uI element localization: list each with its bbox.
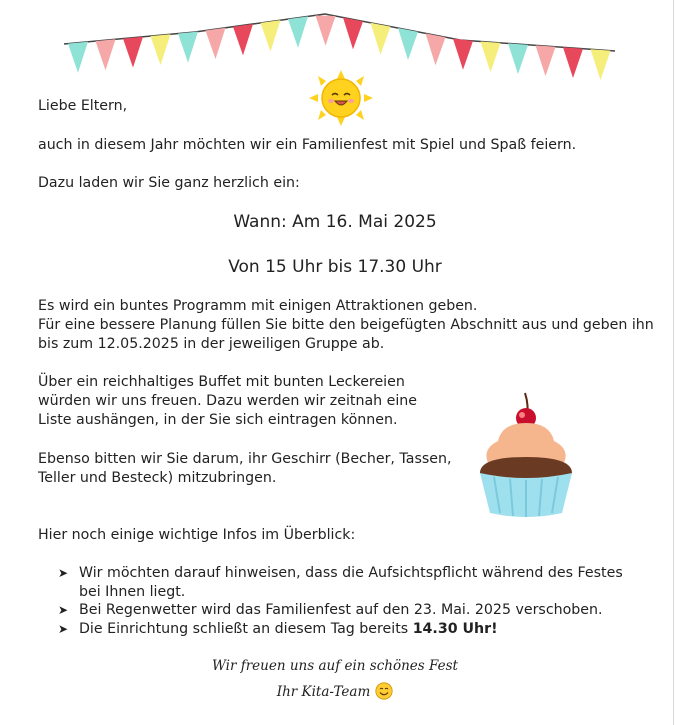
buffet-line-1: Über ein reichhaltiges Buffet mit bunten Leckereien	[38, 374, 405, 390]
bunting-flag	[68, 42, 88, 73]
program-line-2: Für eine bessere Planung füllen Sie bitte den beigefügten Abschnitt aus und geben ihn	[38, 317, 654, 333]
list-item	[58, 601, 638, 620]
bunting-flag	[536, 45, 556, 76]
bunting-flag	[288, 16, 308, 47]
list-item	[58, 620, 638, 639]
intro-text: auch in diesem Jahr möchten wir ein Familienfest mit Spiel und Spaß feiern.	[38, 137, 577, 153]
sun-illustration	[309, 70, 373, 126]
bunting-flag	[206, 28, 226, 59]
page-edge	[673, 0, 674, 725]
bunting-flag	[591, 49, 611, 80]
closing-line-2: Ihr Kita-Team	[276, 684, 371, 700]
bunting-string	[64, 14, 615, 51]
bunting-flag	[151, 34, 171, 65]
buffet-line-3: Liste aushängen, in der Sie sich eintragen können.	[38, 412, 398, 428]
list-item	[58, 564, 638, 601]
event-time: Von 15 Uhr bis 17.30 Uhr	[228, 257, 442, 277]
bunting-flag	[96, 39, 116, 70]
bunting-flag	[453, 39, 473, 70]
dishes-line-2: Teller und Besteck) mitzubringen.	[38, 470, 277, 486]
bunting-flag	[316, 15, 336, 45]
arrow-bullet-icon: ➤	[58, 603, 69, 617]
info-list	[58, 564, 638, 638]
invite-text: Dazu laden wir Sie ganz herzlich ein:	[38, 175, 300, 191]
cupcake-illustration	[474, 385, 580, 523]
greeting: Liebe Eltern,	[38, 98, 128, 114]
info-item-3: Die Einrichtung schließt an diesem Tag bereits	[79, 620, 413, 637]
closing-signature	[0, 682, 670, 700]
bunting-flag	[371, 23, 391, 55]
bunting-flag	[178, 32, 198, 63]
dishes-line-1: Ebenso bitten wir Sie darum, ihr Geschirr (Becher, Tassen,	[38, 451, 452, 467]
bunting-flag	[123, 37, 143, 68]
overview-heading: Hier noch einige wichtige Infos im Überblick:	[38, 527, 356, 543]
bunting-flag	[398, 28, 418, 60]
bunting-flag	[233, 24, 253, 55]
closing-line-1: Wir freuen uns auf ein schönes Fest	[212, 658, 458, 674]
program-line-3: bis zum 12.05.2025 in der jeweiligen Gruppe ab.	[38, 336, 385, 352]
bunting-flag	[261, 20, 281, 51]
arrow-bullet-icon: ➤	[58, 566, 69, 580]
bunting-flag	[508, 43, 528, 74]
program-line-1: Es wird ein buntes Programm mit einigen Attraktionen geben.	[38, 298, 478, 314]
info-item-2: Bei Regenwetter wird das Familienfest auf den 23. Mai. 2025 verschoben.	[79, 602, 603, 618]
bunting-flag	[481, 41, 501, 72]
event-date: Wann: Am 16. Mai 2025	[233, 212, 437, 232]
info-item-1: Wir möchten darauf hinweisen, dass die Aufsichtspflicht während des Festes bei Ihnen liegt.	[79, 565, 623, 600]
smiley-icon	[375, 682, 393, 700]
bunting-flag	[563, 47, 583, 78]
buffet-line-2: würden wir uns freuen. Dazu werden wir zeitnah eine	[38, 393, 418, 409]
bunting-flag	[426, 33, 446, 65]
closing-time: 14.30 Uhr!	[412, 620, 498, 637]
arrow-bullet-icon: ➤	[58, 621, 69, 636]
bunting-flag	[343, 17, 363, 49]
